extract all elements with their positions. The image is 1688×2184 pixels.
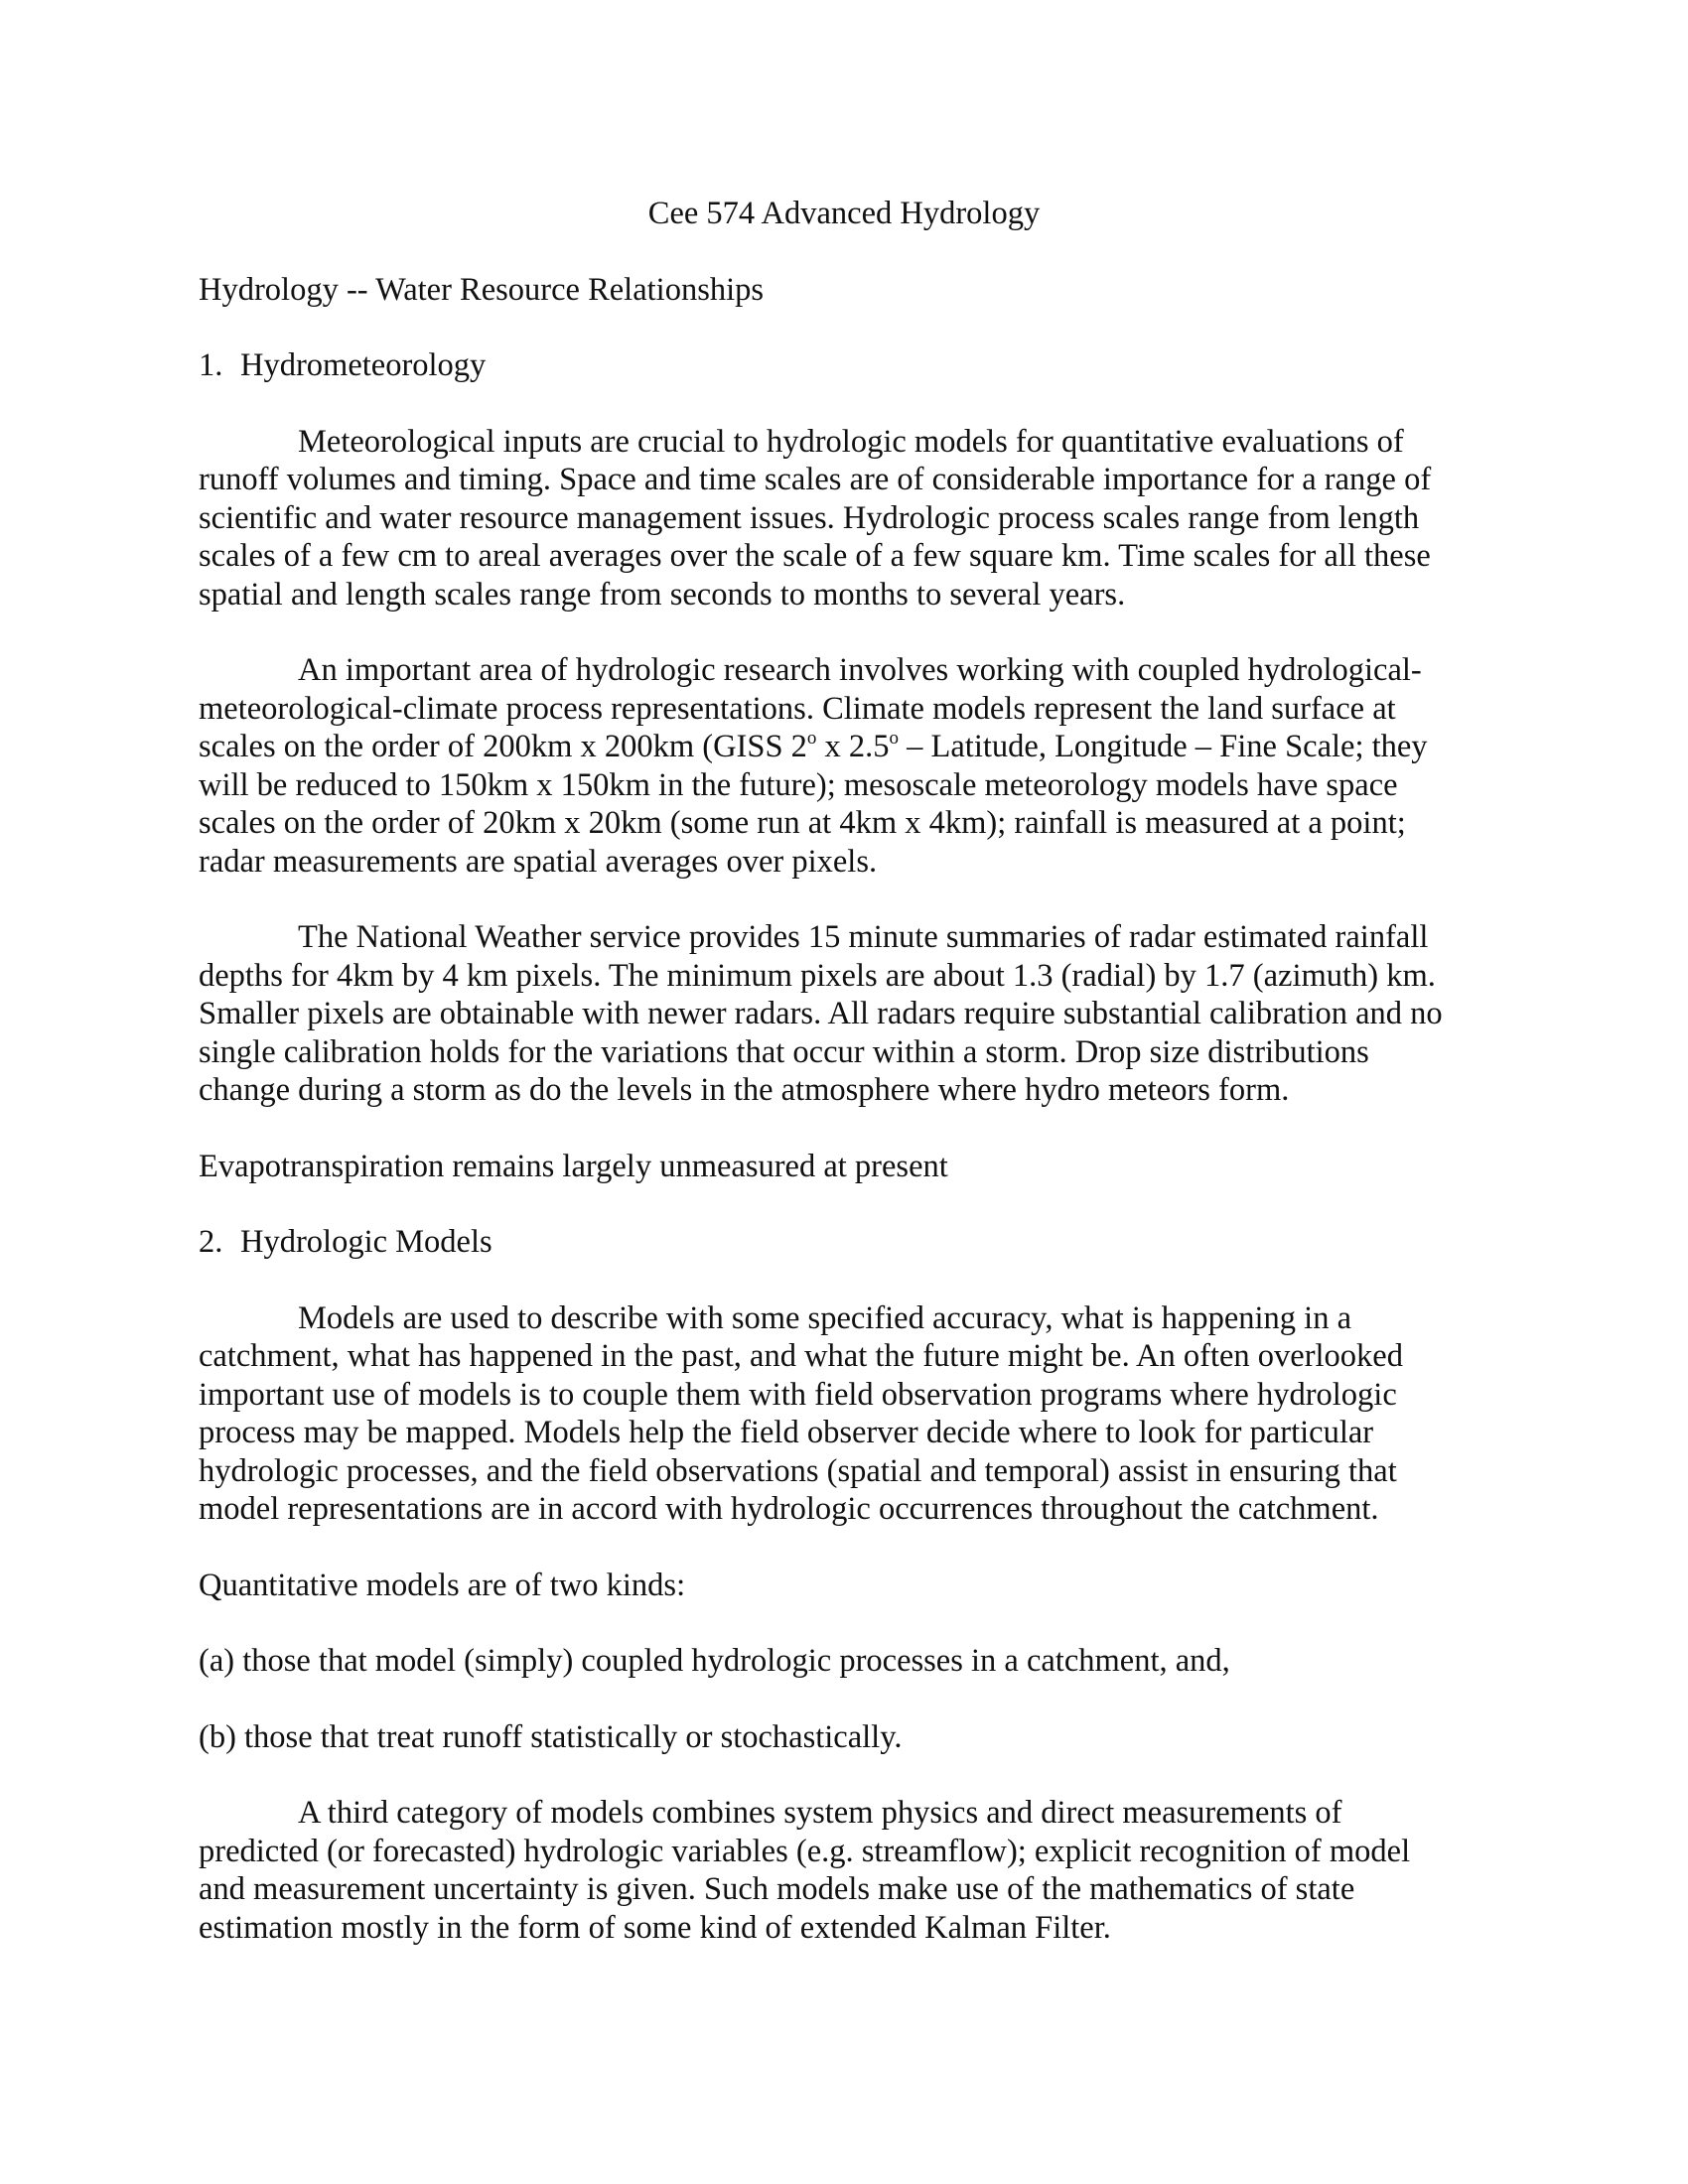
paragraph-line: scales of a few cm to areal averages over the scale of a few square km. Time scales for all these: [199, 538, 1431, 574]
paragraph-line: change during a storm as do the levels in the atmosphere where hydro meteors form.: [199, 1072, 1290, 1108]
paragraph-line: A third category of models combines system physics and direct measurements of: [298, 1795, 1342, 1831]
paragraph-line: An important area of hydrologic research involves working with coupled hydrological-: [298, 652, 1422, 688]
text-segment: – Latitude, Longitude – Fine Scale; they: [899, 729, 1428, 764]
paragraph-line: estimation mostly in the form of some kind of extended Kalman Filter.: [199, 1909, 1111, 1946]
paragraph-line: and measurement uncertainty is given. Such models make use of the mathematics of state: [199, 1871, 1355, 1907]
paragraph-line: spatial and length scales range from seconds to months to several years.: [199, 576, 1126, 613]
paragraph-line: process may be mapped. Models help the field observer decide where to look for particular: [199, 1415, 1374, 1450]
text-segment: scales on the order of 200km x 200km (GISS 2: [199, 729, 807, 764]
section1-title: Hydrometeorology: [240, 347, 487, 383]
degree-superscript: o: [806, 728, 817, 749]
section2-paragraph-last: [199, 1794, 1499, 1947]
paragraph-line: scales on the order of 20km x 20km (some run at 4km x 4km); rainfall is measured at a point;: [199, 805, 1406, 841]
section1-paragraph-3: [199, 918, 1499, 1110]
paragraph-line: The National Weather service provides 15 minute summaries of radar estimated rainfall: [298, 919, 1429, 955]
paragraph-line: radar measurements are spatial averages over pixels.: [199, 843, 878, 880]
kinds-intro: Quantitative models are of two kinds:: [199, 1567, 686, 1603]
kind-b-item: (b) those that treat runoff statistically or stochastically.: [199, 1718, 903, 1755]
paragraph-line: Models are used to describe with some specified accuracy, what is happening in a: [298, 1299, 1352, 1336]
paragraph-line: depths for 4km by 4 km pixels. The minimum pixels are about 1.3 (radial) by 1.7 (azimuth) km.: [199, 957, 1436, 994]
paragraph-line: runoff volumes and timing. Space and time scales are of considerable importance for a range of: [199, 462, 1432, 497]
paragraph-line: Smaller pixels are obtainable with newer radars. All radars require substantial calibration and no: [199, 996, 1443, 1031]
paragraph-line: predicted (or forecasted) hydrologic variables (e.g. streamflow); explicit recognition of model: [199, 1833, 1411, 1869]
section2-paragraph-1: [199, 1299, 1499, 1529]
section2-number: 2.: [199, 1224, 223, 1260]
paragraph-line: scientific and water resource management issues. Hydrologic process scales range from length: [199, 499, 1420, 536]
paragraph-line: will be reduced to 150km x 150km in the future); mesoscale meteorology models have space: [199, 766, 1398, 803]
section2-title: Hydrologic Models: [240, 1224, 492, 1260]
text-segment: x 2.5: [816, 729, 890, 764]
section1-paragraph-4: Evapotranspiration remains largely unmeasured at present: [199, 1148, 948, 1184]
paragraph-line: Meteorological inputs are crucial to hydrologic models for quantitative evaluations of: [298, 423, 1404, 460]
document-page: [199, 195, 1499, 1984]
section1-heading: [199, 346, 1499, 385]
paragraph-line: catchment, what has happened in the past, and what the future might be. An often overlooked: [199, 1338, 1403, 1374]
section2-heading: [199, 1223, 1499, 1262]
paragraph-line: hydrologic processes, and the field observations (spatial and temporal) assist in ensuring that: [199, 1452, 1397, 1489]
section1-paragraph-2: [199, 651, 1499, 881]
section1-number: 1.: [199, 347, 223, 383]
degree-superscript: o: [889, 728, 900, 749]
document-subtitle: Hydrology -- Water Resource Relationships: [199, 271, 765, 308]
kind-a-item: (a) those that model (simply) coupled hydrologic processes in a catchment, and,: [199, 1643, 1230, 1679]
paragraph-line: model representations are in accord with hydrologic occurrences throughout the catchment.: [199, 1491, 1379, 1527]
course-title: Cee 574 Advanced Hydrology: [647, 196, 1041, 231]
section1-paragraph-1: [199, 423, 1499, 614]
paragraph-line: important use of models is to couple them with field observation programs where hydrologic: [199, 1376, 1397, 1413]
paragraph-line-with-superscripts: [199, 728, 1499, 766]
paragraph-line: meteorological-climate process representations. Climate models represent the land surface at: [199, 690, 1396, 727]
paragraph-line: single calibration holds for the variations that occur within a storm. Drop size distributions: [199, 1033, 1369, 1070]
